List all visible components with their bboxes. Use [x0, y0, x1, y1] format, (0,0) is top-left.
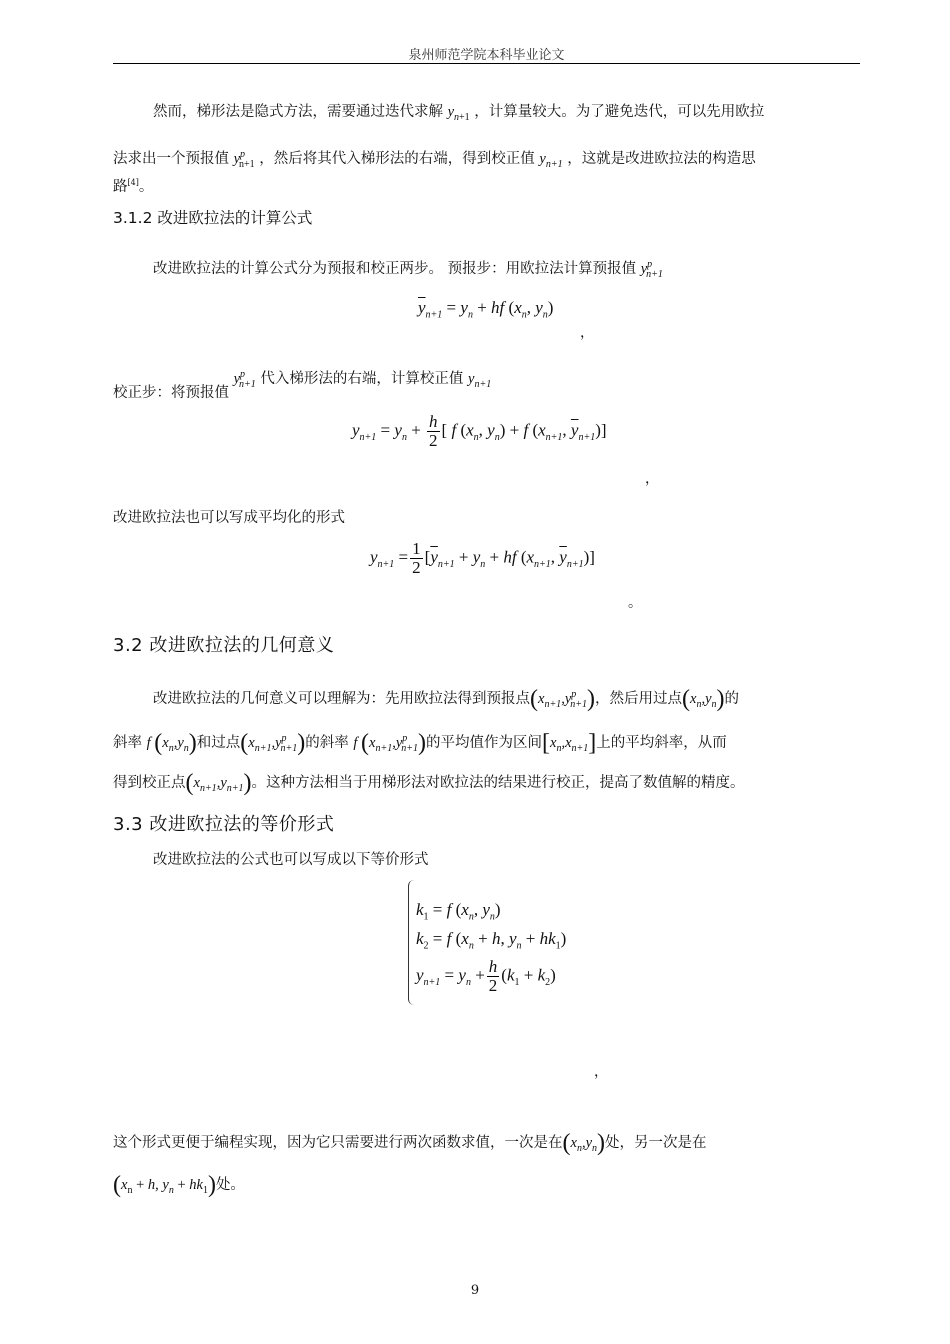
math-predicted-point: $(x_{n+1},y^p_{n+1})$: [530, 685, 595, 712]
math-point-xn-yn: $(x_n,y_n)$: [562, 1130, 605, 1156]
text-run: ，这就是改进欧拉法的构造思: [567, 150, 756, 167]
text-run: 改进欧拉法的几何意义可以理解为：先用欧拉法得到预报点: [153, 690, 530, 707]
paragraph-average-form: 改进欧拉法也可以写成平均化的形式: [113, 510, 345, 526]
text-run: 处，另一次是在: [605, 1135, 707, 1151]
paragraph-programming: [113, 1128, 860, 1164]
text-run: 处。: [215, 1177, 245, 1193]
paragraph-equivalent-form: 改进欧拉法的公式也可以写成以下等价形式: [153, 852, 429, 868]
math-y-n1: $y_{n+1}$: [539, 150, 563, 170]
equation-predictor: $\overline{y}_{n+1} = y_n$ + hf ($x_n$, $y_n$): [418, 298, 554, 321]
equation-comma: ，: [594, 1064, 608, 1080]
equation-period: 。: [628, 595, 642, 611]
text-run: ，然后用过点: [595, 690, 682, 707]
equation-corrector: $y_{n+1} = y_n$ + $\frac{h}{2}$ [ f ($x_n$, $y_n) + f$ ($x_{n+1}$, $\overline{y}_{n+1}$)]: [352, 412, 607, 450]
citation-ref[interactable]: [4]: [127, 178, 139, 187]
math-interval: $[x_n,x_{n+1}]$: [542, 729, 597, 756]
text-run: ，然后将其代入梯形法的右端，得到校正值: [259, 150, 535, 167]
section-heading-3-3: 3.3 改进欧拉法的等价形式: [113, 814, 335, 835]
text-run: 路: [113, 178, 128, 195]
paragraph-two-steps: [113, 250, 860, 290]
math-second-eval-point: ($x_n + h$, $y_n + hk_1$): [113, 1172, 216, 1198]
paragraph-geometry-line-2: [113, 724, 860, 764]
math-predicted-point: $(x_{n+1},y^p_{n+1})$: [240, 729, 306, 756]
page-number: 9: [470, 1283, 480, 1298]
math-y-n1: $y_{n+1}$: [468, 370, 492, 390]
text-run: 代入梯形法的右端，计算校正值: [260, 370, 464, 387]
text-run: 预报步：用欧拉法计算预报值: [447, 260, 637, 277]
math-point-xn-yn: $(x_n,y_n)$: [682, 685, 725, 712]
text-run: 和过点: [196, 734, 241, 751]
paragraph-programming-line-2: [113, 1170, 860, 1206]
text-run: 。: [138, 178, 154, 195]
math-y-pred: $y^p_{n+1}$: [233, 149, 255, 170]
text-run: 改进欧拉法的计算公式分为预报和校正两步。: [153, 260, 443, 277]
paragraph-geometry-line-3: [113, 768, 860, 804]
text-run: 。这种方法相当于用梯形法对欧拉法的结果进行校正，提高了数值解的精度。: [251, 775, 745, 791]
equation-k1: $k_1 = f$ ($x_n$, $y_n$): [416, 900, 501, 923]
paragraph-corrector-step: [113, 369, 860, 414]
running-header: 泉州师范学院本科毕业论文: [408, 48, 565, 63]
text-run: 斜率: [113, 734, 142, 751]
text-run: 的斜率: [305, 734, 349, 751]
text-run: 的平均值作为区间: [426, 734, 543, 751]
text-run: 法求出一个预报值: [113, 150, 229, 167]
section-heading-3-1-2: 3.1.2 改进欧拉法的计算公式: [113, 209, 313, 227]
math-slope-predicted: f $(x_{n+1},y^p_{n+1})$: [353, 729, 427, 756]
equation-y-update: $y_{n+1} = y_n$ + $\frac{h}{2}$ $(k_1 + k_2)$: [416, 957, 556, 995]
text-run: 校正步：将预报值: [113, 384, 229, 401]
math-y-n1: $y_{n+1}$: [447, 104, 470, 123]
math-slope-f-xn-yn: f $(x_n,y_n)$: [146, 729, 197, 756]
text-run: 得到校正点: [113, 775, 186, 791]
paragraph-geometry-line-1: [113, 680, 860, 720]
section-heading-3-2: 3.2 改进欧拉法的几何意义: [113, 635, 335, 656]
text-run: 的: [724, 690, 739, 707]
header-rule: [113, 63, 860, 64]
text-run: 上的平均斜率，从而: [596, 734, 727, 751]
math-y-pred: $y^p_{n+1}$: [233, 369, 256, 390]
text-run: 然而，梯形法是隐式方法，需要通过迭代求解: [153, 104, 443, 120]
math-corrected-point: $(x_{n+1},y_{n+1})$: [185, 770, 252, 796]
equation-k2: $k_2 = f$ ($x_n + h$, $y_n + hk_1$): [416, 929, 567, 952]
text-run: ，计算量较大。为了避免迭代，可以先用欧拉: [474, 104, 765, 120]
equation-comma: ，: [645, 471, 659, 487]
paragraph-implicit-method: [113, 97, 860, 133]
math-y-pred: $y^p_{n+1}$: [640, 259, 663, 280]
equation-comma: ，: [580, 325, 594, 341]
text-run: 这个形式更便于编程实现，因为它只需要进行两次函数求值，一次是在: [113, 1135, 563, 1151]
equation-average-form: $y_{n+1}$ = $\frac{1}{2}$ [$\overline{y}_{n+1} + y_n$ + hf ($x_{n+1}$, $\overline{y}_{n+1}$)]: [370, 539, 595, 577]
paragraph-line-3: [113, 168, 860, 202]
